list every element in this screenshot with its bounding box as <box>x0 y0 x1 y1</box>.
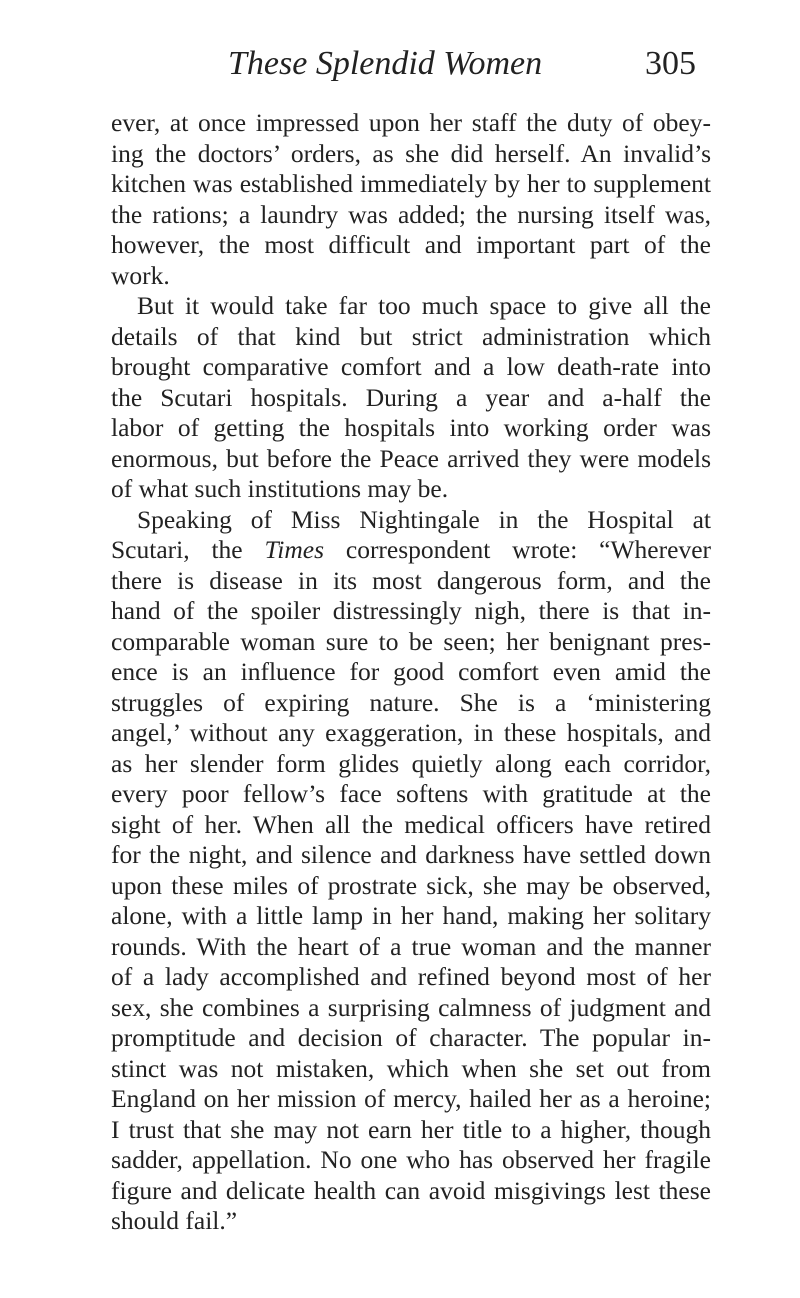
text-line: ever, at once impressed upon her staff the duty of obey- <box>111 108 711 137</box>
text-line: I trust that she may not earn her title to a higher, though <box>111 1114 711 1144</box>
text-line: But it would take far too much space to give all the <box>137 291 711 320</box>
text-line <box>111 535 711 566</box>
text-line: promptitude and decision of character. The popular in- <box>111 1023 711 1052</box>
text-line: labor of getting the hospitals into working order was <box>111 413 711 442</box>
text-line: however, the most difficult and important part of the <box>111 230 711 259</box>
page-number: 305 <box>645 45 696 82</box>
text-line: figure and delicate health can avoid misgivings lest these <box>111 1175 711 1205</box>
text-line: stinct was not mistaken, which when she set out from <box>111 1053 711 1083</box>
text-line: ing the doctors’ orders, as she did herself. An invalid’s <box>111 138 711 168</box>
text-segment: correspondent wrote: “Wherever <box>324 535 711 564</box>
text-line: sadder, appellation. No one who has observed her fragile <box>111 1145 711 1174</box>
text-line: enormous, but before the Peace arrived they were models <box>111 443 711 473</box>
text-line: work. <box>111 260 170 290</box>
text-line: England on her mission of mercy, hailed her as a heroine; <box>111 1084 711 1113</box>
text-line: hand of the spoiler distressingly nigh, there is that in- <box>111 596 711 625</box>
running-title: These Splendid Women <box>228 45 543 82</box>
text-segment: Scutari, the <box>111 535 265 564</box>
text-line: struggles of expiring nature. She is a ‘ministering <box>111 687 711 717</box>
text-line: the Scutari hospitals. During a year and a-half the <box>111 382 711 412</box>
text-line: Speaking of Miss Nightingale in the Hospital at <box>137 504 711 534</box>
text-line: kitchen was established immediately by her to supplement <box>111 169 711 198</box>
text-line: details of that kind but strict administration which <box>111 321 711 351</box>
text-line: should fail.” <box>111 1206 238 1235</box>
text-line: ence is an influence for good comfort even amid the <box>111 657 711 686</box>
text-line: of a lady accomplished and refined beyond most of her <box>111 962 711 991</box>
italic-title: Times <box>264 535 325 564</box>
text-line: sex, she combines a surprising calmness of judgment and <box>111 992 711 1022</box>
running-head <box>0 44 800 84</box>
text-line: every poor fellow’s face softens with gratitude at the <box>111 779 711 808</box>
text-line: for the night, and silence and darkness have settled down <box>111 840 711 869</box>
text-line: rounds. With the heart of a true woman and the manner <box>111 931 711 961</box>
text-line: the rations; a laundry was added; the nursing itself was, <box>111 199 711 229</box>
text-line: there is disease in its most dangerous form, and the <box>111 565 711 595</box>
body-text <box>111 108 711 1237</box>
text-line: alone, with a little lamp in her hand, making her solitary <box>111 901 711 930</box>
text-line: of what such institutions may be. <box>111 474 449 503</box>
text-line: upon these miles of prostrate sick, she may be observed, <box>111 870 711 900</box>
text-line: angel,’ without any exaggeration, in these hospitals, and <box>111 718 711 747</box>
text-line: as her slender form glides quietly along each corridor, <box>111 748 711 778</box>
text-line: comparable woman sure to be seen; her benignant pres- <box>111 626 711 656</box>
text-line: sight of her. When all the medical officers have retired <box>111 809 711 839</box>
text-line: brought comparative comfort and a low death-rate into <box>111 352 711 381</box>
